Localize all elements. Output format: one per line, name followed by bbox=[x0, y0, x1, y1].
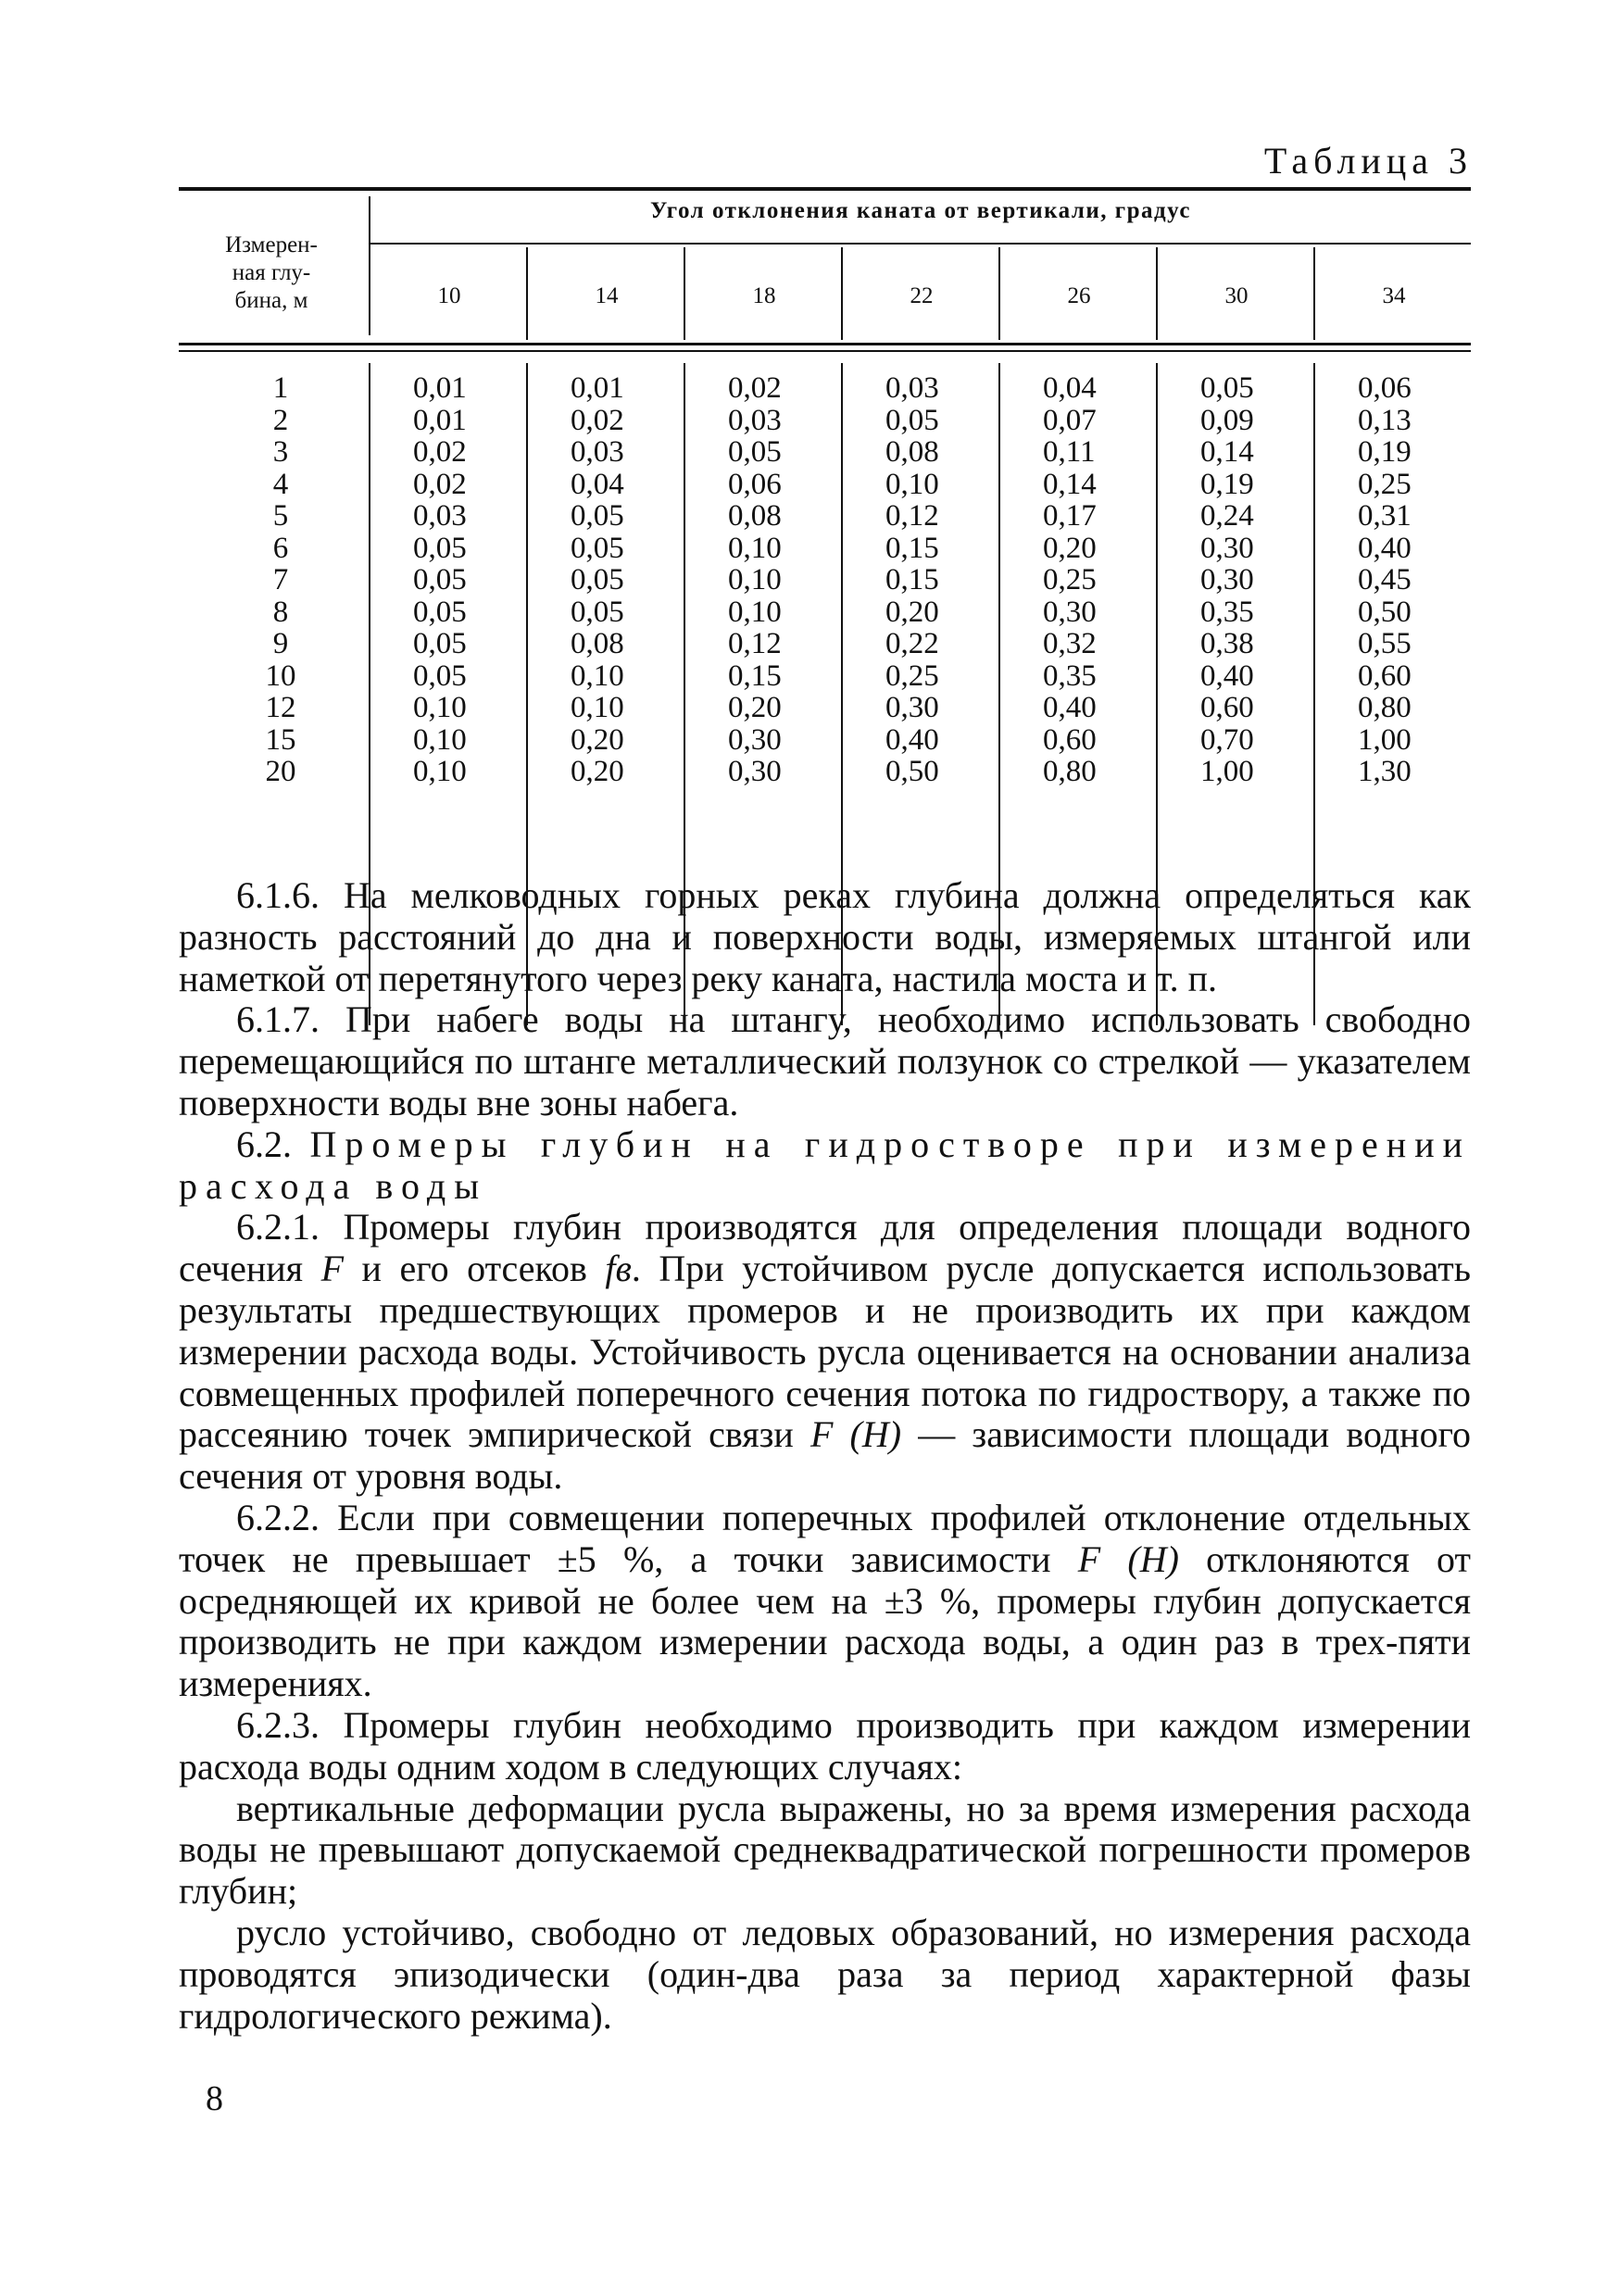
depth-header-line: ная глу- bbox=[232, 260, 311, 285]
value-cell: 0,01 bbox=[571, 371, 624, 405]
text-run: 6.2.2. Если при совмещении поперечных профилей отклонение отдельных точек не превышает ±5 %, а точки зависимости bbox=[179, 1496, 1471, 1580]
value-cell: 0,32 bbox=[1043, 627, 1097, 660]
value-cell: 0,05 bbox=[413, 595, 467, 629]
value-cell: 0,05 bbox=[413, 563, 467, 596]
value-cell: 0,40 bbox=[885, 722, 939, 757]
value-cell: 0,05 bbox=[571, 563, 624, 596]
value-cell: 0,04 bbox=[571, 467, 624, 501]
value-cell: 0,30 bbox=[885, 691, 939, 724]
value-cell: 0,25 bbox=[1358, 467, 1412, 501]
value-cell: 0,13 bbox=[1358, 403, 1412, 437]
depth-cell: 15 bbox=[265, 722, 296, 757]
depth-column-header bbox=[179, 232, 364, 315]
value-cell: 0,10 bbox=[571, 659, 624, 693]
value-cell: 0,08 bbox=[728, 499, 782, 533]
value-cell: 0,05 bbox=[571, 595, 624, 629]
math-symbol: F bbox=[320, 1248, 345, 1290]
math-symbol: F (H) bbox=[810, 1413, 902, 1456]
paragraph-6-2-3-case-2: русло устойчиво, свободно от ледовых образований, но измерения расхода проводятся эпизодически (один-два раза за период характерной фазы гидрологического режима). bbox=[179, 1911, 1471, 2037]
value-cell: 0,10 bbox=[571, 691, 624, 724]
value-cell: 0,19 bbox=[1358, 435, 1412, 469]
value-cell: 0,40 bbox=[1358, 531, 1412, 565]
angle-header: 30 bbox=[1224, 283, 1249, 308]
angle-header: 14 bbox=[595, 283, 619, 308]
depth-column bbox=[244, 372, 318, 788]
value-cell: 0,30 bbox=[728, 722, 782, 757]
value-cell: 0,12 bbox=[885, 499, 939, 533]
value-cell: 0,02 bbox=[413, 435, 467, 469]
value-cell: 1,00 bbox=[1200, 755, 1254, 788]
math-symbol: F (H) bbox=[1077, 1537, 1179, 1580]
table-column-divider bbox=[684, 247, 685, 340]
value-cell: 0,04 bbox=[1043, 371, 1097, 405]
value-cell: 0,05 bbox=[885, 403, 939, 437]
value-cell: 0,15 bbox=[728, 659, 782, 693]
math-symbol: fв bbox=[605, 1248, 632, 1290]
table-column-divider bbox=[1313, 247, 1315, 340]
value-cell: 0,02 bbox=[728, 371, 782, 405]
depth-cell: 4 bbox=[272, 467, 289, 501]
value-cell: 0,31 bbox=[1358, 499, 1412, 533]
value-cell: 0,55 bbox=[1358, 627, 1412, 660]
value-cell: 0,35 bbox=[1200, 595, 1254, 629]
value-cell: 0,40 bbox=[1200, 659, 1254, 693]
text-run: 6.2.1. Промеры глубин производятся для определения площади водного сечения bbox=[179, 1206, 1471, 1290]
value-cell: 0,30 bbox=[728, 755, 782, 788]
value-cell: 0,20 bbox=[728, 691, 782, 724]
value-cell: 0,05 bbox=[413, 627, 467, 660]
table-column-divider bbox=[1156, 247, 1158, 340]
value-cell: 0,14 bbox=[1200, 435, 1254, 469]
value-cell: 0,05 bbox=[571, 499, 624, 533]
value-cell: 0,25 bbox=[1043, 563, 1097, 596]
table-header-bottom-rule-2 bbox=[179, 350, 1471, 352]
value-cell: 0,15 bbox=[885, 563, 939, 596]
text-run: отклоняются от осредняющей их кривой не более чем на ±3 %, промеры глубин допускается производить не при каждом измерении расхода воды, а один раз в трех-пяти измерениях. bbox=[179, 1537, 1471, 1705]
value-cell: 0,02 bbox=[413, 467, 467, 501]
value-cell: 0,20 bbox=[571, 722, 624, 757]
value-cell: 0,60 bbox=[1200, 691, 1254, 724]
value-cell: 0,06 bbox=[1358, 371, 1412, 405]
value-column-34 bbox=[1358, 372, 1450, 788]
value-cell: 0,09 bbox=[1200, 403, 1254, 437]
value-column-22 bbox=[885, 372, 978, 788]
value-cell: 0,10 bbox=[728, 595, 782, 629]
depth-cell: 8 bbox=[272, 595, 289, 629]
table-caption: Таблица 3 bbox=[1263, 140, 1473, 182]
value-cell: 0,19 bbox=[1200, 467, 1254, 501]
value-cell: 0,10 bbox=[728, 531, 782, 565]
table-column-divider bbox=[998, 247, 1000, 340]
angle-header: 34 bbox=[1382, 283, 1406, 308]
value-cell: 0,10 bbox=[413, 722, 467, 757]
value-cell: 0,30 bbox=[1200, 531, 1254, 565]
value-cell: 0,08 bbox=[885, 435, 939, 469]
table-column-divider bbox=[369, 196, 370, 335]
value-column-30 bbox=[1200, 372, 1293, 788]
value-cell: 1,00 bbox=[1358, 722, 1412, 757]
paragraph-6-1-7: 6.1.7. При набеге воды на штангу, необходимо использовать свободно перемещающийся по штанге металлический ползунок со стрелкой — указателем поверхности воды вне зоны набега. bbox=[179, 998, 1471, 1123]
value-cell: 0,03 bbox=[413, 499, 467, 533]
section-number: 6.2. bbox=[236, 1123, 292, 1165]
angle-group-header: Угол отклонения каната от вертикали, градус bbox=[649, 198, 1192, 223]
value-cell: 0,80 bbox=[1358, 691, 1412, 724]
paragraph-6-1-6: 6.1.6. На мелководных горных реках глубина должна определяться как разность расстояний до дна и поверхности воды, измеряемых штангой или наметкой от перетянутого через реку каната, настила моста и т. п. bbox=[179, 874, 1471, 999]
value-cell: 0,80 bbox=[1043, 755, 1097, 788]
depth-cell: 9 bbox=[272, 627, 289, 660]
value-cell: 1,30 bbox=[1358, 755, 1412, 788]
value-cell: 0,03 bbox=[571, 435, 624, 469]
value-cell: 0,01 bbox=[413, 403, 467, 437]
angle-header: 26 bbox=[1067, 283, 1091, 308]
value-cell: 0,25 bbox=[885, 659, 939, 693]
value-column-10 bbox=[413, 372, 506, 788]
value-cell: 0,10 bbox=[413, 691, 467, 724]
value-cell: 0,11 bbox=[1043, 435, 1096, 469]
value-cell: 0,05 bbox=[413, 659, 467, 693]
value-cell: 0,01 bbox=[413, 371, 467, 405]
page-number: 8 bbox=[206, 2079, 223, 2118]
value-column-14 bbox=[571, 372, 663, 788]
value-cell: 0,03 bbox=[885, 371, 939, 405]
value-column-26 bbox=[1043, 372, 1136, 788]
value-cell: 0,35 bbox=[1043, 659, 1097, 693]
section-heading-6-2 bbox=[179, 1124, 1471, 1208]
value-cell: 0,10 bbox=[728, 563, 782, 596]
body-text bbox=[179, 875, 1471, 2037]
section-title: Промеры глубин на гидростворе при измерении расхода воды bbox=[179, 1123, 1472, 1207]
value-cell: 0,15 bbox=[885, 531, 939, 565]
depth-cell: 6 bbox=[272, 531, 289, 565]
value-cell: 0,38 bbox=[1200, 627, 1254, 660]
angle-header: 18 bbox=[752, 283, 776, 308]
text-run: и его отсеков bbox=[344, 1248, 606, 1290]
angle-header: 10 bbox=[437, 283, 461, 308]
value-cell: 0,60 bbox=[1043, 722, 1097, 757]
value-cell: 0,05 bbox=[571, 531, 624, 565]
paragraph-6-2-2 bbox=[179, 1498, 1471, 1705]
value-cell: 0,05 bbox=[413, 531, 467, 565]
value-cell: 0,70 bbox=[1200, 722, 1254, 757]
angle-headers bbox=[370, 246, 1471, 341]
value-cell: 0,06 bbox=[728, 467, 782, 501]
value-cell: 0,10 bbox=[885, 467, 939, 501]
depth-cell: 3 bbox=[272, 435, 289, 469]
value-cell: 0,22 bbox=[885, 627, 939, 660]
depth-header-line: бина, м bbox=[234, 288, 308, 313]
value-cell: 0,07 bbox=[1043, 403, 1097, 437]
paragraph-6-2-1 bbox=[179, 1207, 1471, 1498]
value-cell: 0,14 bbox=[1043, 467, 1097, 501]
value-cell: 0,20 bbox=[885, 595, 939, 629]
table-header-bottom-rule bbox=[179, 343, 1471, 345]
angle-header: 22 bbox=[910, 283, 934, 308]
text-run: — зависимости площади водного сечения от уровня воды. bbox=[179, 1413, 1471, 1498]
value-cell: 0,10 bbox=[413, 755, 467, 788]
value-cell: 0,02 bbox=[571, 403, 624, 437]
value-cell: 0,30 bbox=[1043, 595, 1097, 629]
table-column-divider bbox=[841, 247, 843, 340]
value-cell: 0,60 bbox=[1358, 659, 1412, 693]
depth-cell: 20 bbox=[265, 755, 296, 788]
value-cell: 0,30 bbox=[1200, 563, 1254, 596]
value-cell: 0,03 bbox=[728, 403, 782, 437]
value-cell: 0,45 bbox=[1358, 563, 1412, 596]
depth-cell: 5 bbox=[272, 499, 289, 533]
value-cell: 0,20 bbox=[571, 755, 624, 788]
table-header-rule bbox=[370, 243, 1471, 245]
table-top-rule bbox=[179, 187, 1471, 191]
value-cell: 0,05 bbox=[1200, 371, 1254, 405]
value-cell: 0,12 bbox=[728, 627, 782, 660]
depth-cell: 1 bbox=[272, 371, 289, 405]
text-run: . При устойчивом русле допускается использовать результаты предшествующих промеров и не производить их при каждом измерении расхода воды. Устойчивость русла оценивается на основании анализа совмещенных профилей поперечного сечения потока по гидроствору, а также по рассеянию точек эмпирической связи bbox=[179, 1248, 1471, 1456]
depth-header-line: Измерен- bbox=[225, 232, 318, 257]
depth-cell: 12 bbox=[265, 691, 296, 724]
value-cell: 0,17 bbox=[1043, 499, 1097, 533]
value-cell: 0,40 bbox=[1043, 691, 1097, 724]
value-cell: 0,20 bbox=[1043, 531, 1097, 565]
value-cell: 0,24 bbox=[1200, 499, 1254, 533]
paragraph-6-2-3: 6.2.3. Промеры глубин необходимо производить при каждом измерении расхода воды одним ходом в следующих случаях: bbox=[179, 1703, 1471, 1788]
depth-cell: 2 bbox=[272, 403, 289, 437]
value-cell: 0,05 bbox=[728, 435, 782, 469]
value-cell: 0,50 bbox=[1358, 595, 1412, 629]
depth-cell: 10 bbox=[265, 659, 296, 693]
value-cell: 0,50 bbox=[885, 755, 939, 788]
value-cell: 0,08 bbox=[571, 627, 624, 660]
paragraph-6-2-3-case-1: вертикальные деформации русла выражены, но за время измерения расхода воды не превышают допускаемой среднеквадратической погрешности промеров глубин; bbox=[179, 1787, 1471, 1913]
depth-cell: 7 bbox=[272, 563, 289, 596]
value-column-18 bbox=[728, 372, 821, 788]
table-column-divider bbox=[526, 247, 528, 340]
